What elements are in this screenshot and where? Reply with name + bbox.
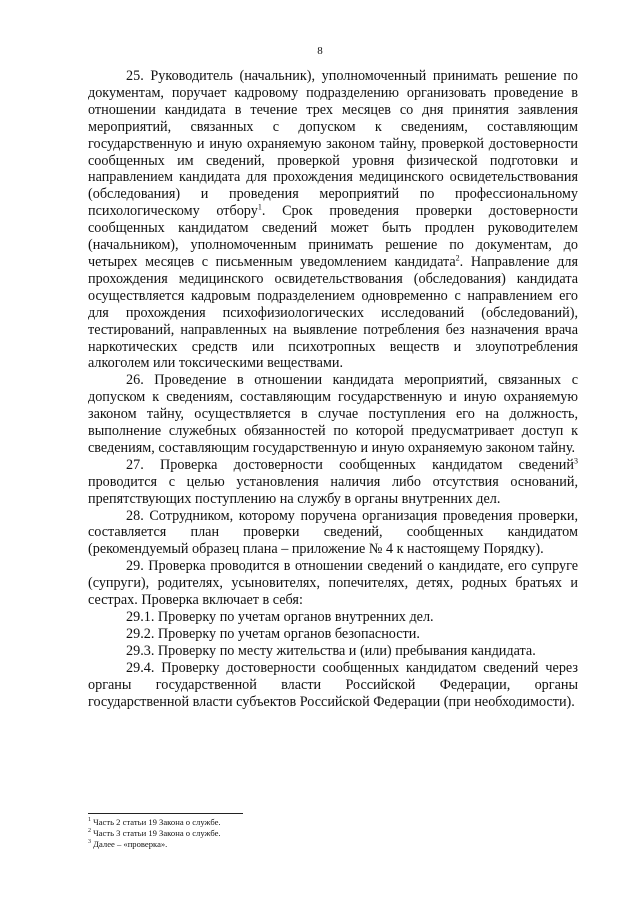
paragraph-28: [88, 508, 578, 559]
paragraph-27: [88, 457, 578, 508]
footnotes: [88, 817, 388, 851]
paragraph-25-text-1: 25. Руководитель (начальник), уполномоченный принимать решение по документам, поручает кадровому подразделению организовать проведение в отношении кандидата в течение трех месяцев со дня принятия заявления мероприятий, связанных с допуском к сведениям, составляющим государственную и иную охраняемую законом тайну, проверкой достоверности сообщенных им сведений, проверкой уровня физической подготовки и направлением кандидата для прохождения медицинского освидетельствования (обследования) и проведения мероприятий по профессиональному психологическому отбору: [88, 68, 578, 220]
page-number: 8: [317, 45, 323, 57]
paragraph-26: [88, 372, 578, 457]
paragraph-26-text: 26. Проведение в отношении кандидата мероприятий, связанных с допуском к сведениям, составляющим государственную и иную охраняемую законом тайну, осуществляется в случае поступления его на должность, выполнение служебных обязанностей по которой предусматривает доступ к сведениям, составляющим государственную и иную охраняемую законом тайну.: [88, 372, 578, 456]
footnote-3-text: Далее – «проверка».: [91, 839, 168, 850]
paragraph-29-2: [88, 626, 578, 643]
paragraph-25: [88, 68, 578, 372]
paragraph-29-1-text: 29.1. Проверку по учетам органов внутренних дел.: [126, 609, 434, 625]
document-body: [88, 68, 578, 710]
paragraph-29: [88, 558, 578, 609]
paragraph-29-text: 29. Проверка проводится в отношении сведений о кандидате, его супруге (супруги), родителях, усыновителях, попечителях, детях, родных братьях и сестрах. Проверка включает в себя:: [88, 558, 578, 609]
footnote-1: [88, 817, 388, 828]
footnote-3: [88, 839, 388, 850]
paragraph-29-1: [88, 609, 578, 626]
footnote-ref-2[interactable]: 2: [455, 253, 460, 263]
paragraph-28-text: 28. Сотрудником, которому поручена организация проведения проверки, составляется план проверки сведений, сообщенных кандидатом (рекомендуемый образец плана – приложение № 4 к настоящему Порядку).: [88, 507, 578, 558]
footnote-1-mark: 1: [88, 817, 91, 824]
footnote-2: [88, 828, 388, 839]
footnote-1-text: Часть 2 статьи 19 Закона о службе.: [91, 817, 221, 827]
footnote-ref-3[interactable]: 3: [574, 456, 578, 466]
paragraph-29-3-text: 29.3. Проверку по месту жительства и (или) пребывания кандидата.: [126, 642, 536, 659]
paragraph-27-text-2: проводится с целью установления наличия либо отсутствия оснований, препятствующих поступлению на службу в органы внутренних дел.: [88, 473, 578, 507]
paragraph-29-2-text: 29.2. Проверку по учетам органов безопасности.: [126, 625, 420, 642]
footnote-ref-1[interactable]: 1: [257, 202, 262, 212]
footnote-2-mark: 2: [88, 828, 91, 835]
paragraph-25-text-3: . Направление для прохождения медицинского освидетельствования (обследования) кандидата осуществляется кадровым подразделением одновременно с направлением его для прохождения психофизиологических исследований (обследований), тестирований, направленных на выявление потребления без назначения врача наркотических средств или психотропных веществ и злоупотребления алкоголем или токсическими веществами.: [88, 253, 578, 372]
paragraph-25-text-2: . Срок проведения проверки достоверности сообщенных кандидатом сведений может быть продлен руководителем (начальником), уполномоченным принимать решение по документам, до четырех месяцев с письменным уведомлением кандидата: [88, 203, 578, 270]
paragraph-29-3: [88, 643, 578, 660]
paragraph-29-4: [88, 660, 578, 711]
footnote-2-text: Часть 3 статьи 19 Закона о службе.: [91, 828, 221, 839]
paragraph-29-4-text: 29.4. Проверку достоверности сообщенных кандидатом сведений через органы государственной власти Российской Федерации, органы государственной власти субъектов Российской Федерации (при необходимости).: [88, 659, 578, 710]
footnote-3-mark: 3: [88, 839, 91, 846]
footnote-divider: [88, 813, 243, 814]
paragraph-27-text-1: 27. Проверка достоверности сообщенных кандидатом сведений: [126, 456, 574, 473]
